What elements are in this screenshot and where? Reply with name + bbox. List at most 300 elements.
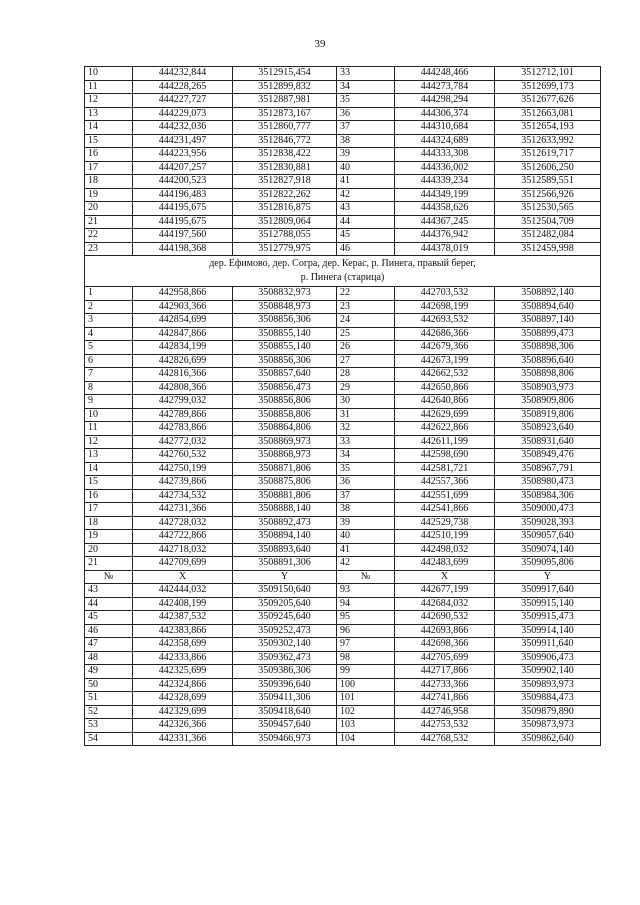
column-header-row (85, 570, 601, 584)
x-coordinate-cell: 442331,366 (133, 732, 233, 746)
x-coordinate-cell: 442703,532 (395, 287, 495, 301)
y-coordinate-cell: 3508858,806 (233, 408, 337, 422)
x-coordinate-cell: 442686,366 (395, 327, 495, 341)
table-row (85, 368, 601, 382)
x-coordinate-cell: 442650,866 (395, 381, 495, 395)
point-number-cell: 18 (85, 175, 133, 189)
column-header: № (85, 570, 133, 584)
point-number-cell: 96 (337, 624, 395, 638)
y-coordinate-cell: 3509418,640 (233, 705, 337, 719)
point-number-cell: 104 (337, 732, 395, 746)
table-row (85, 354, 601, 368)
point-number-cell: 12 (85, 94, 133, 108)
y-coordinate-cell: 3508891,306 (233, 557, 337, 571)
point-number-cell: 34 (337, 80, 395, 94)
point-number-cell: 46 (337, 242, 395, 256)
y-coordinate-cell: 3508869,973 (233, 435, 337, 449)
table-row (85, 449, 601, 463)
section-title-line-2: р. Пинега (старица) (300, 272, 385, 283)
table-row (85, 624, 601, 638)
point-number-cell: 38 (337, 503, 395, 517)
y-coordinate-cell: 3512809,064 (233, 215, 337, 229)
x-coordinate-cell: 442741,866 (395, 692, 495, 706)
point-number-cell: 19 (85, 530, 133, 544)
y-coordinate-cell: 3508894,640 (495, 300, 601, 314)
point-number-cell: 4 (85, 327, 133, 341)
table-row (85, 597, 601, 611)
section-title-line-1: дер. Ефимово, дер. Согра, дер. Керас, р. Пинега, правый берег, (209, 258, 476, 269)
point-number-cell: 23 (337, 300, 395, 314)
y-coordinate-cell: 3512589,551 (495, 175, 601, 189)
point-number-cell: 45 (85, 611, 133, 625)
point-number-cell: 5 (85, 341, 133, 355)
table-row (85, 476, 601, 490)
point-number-cell: 50 (85, 678, 133, 692)
table-row (85, 732, 601, 746)
point-number-cell: 8 (85, 381, 133, 395)
column-header: X (133, 570, 233, 584)
x-coordinate-cell: 442333,866 (133, 651, 233, 665)
point-number-cell: 14 (85, 462, 133, 476)
x-coordinate-cell: 444195,675 (133, 202, 233, 216)
y-coordinate-cell: 3512482,084 (495, 229, 601, 243)
table-row (85, 175, 601, 189)
x-coordinate-cell: 442598,690 (395, 449, 495, 463)
point-number-cell: 29 (337, 381, 395, 395)
y-coordinate-cell: 3509457,640 (233, 719, 337, 733)
x-coordinate-cell: 442826,699 (133, 354, 233, 368)
x-coordinate-cell: 442799,032 (133, 395, 233, 409)
point-number-cell: 94 (337, 597, 395, 611)
y-coordinate-cell: 3509150,640 (233, 584, 337, 598)
y-coordinate-cell: 3509884,473 (495, 692, 601, 706)
y-coordinate-cell: 3508897,140 (495, 314, 601, 328)
x-coordinate-cell: 444223,956 (133, 148, 233, 162)
y-coordinate-cell: 3509028,393 (495, 516, 601, 530)
x-coordinate-cell: 444228,265 (133, 80, 233, 94)
point-number-cell: 6 (85, 354, 133, 368)
point-number-cell: 11 (85, 422, 133, 436)
y-coordinate-cell: 3512838,422 (233, 148, 337, 162)
point-number-cell: 93 (337, 584, 395, 598)
x-coordinate-cell: 444378,019 (395, 242, 495, 256)
x-coordinate-cell: 444248,466 (395, 67, 495, 81)
point-number-cell: 41 (337, 175, 395, 189)
y-coordinate-cell: 3509095,806 (495, 557, 601, 571)
x-coordinate-cell: 442328,699 (133, 692, 233, 706)
y-coordinate-cell: 3512779,975 (233, 242, 337, 256)
x-coordinate-cell: 442816,366 (133, 368, 233, 382)
y-coordinate-cell: 3509396,640 (233, 678, 337, 692)
x-coordinate-cell: 444367,245 (395, 215, 495, 229)
y-coordinate-cell: 3512459,998 (495, 242, 601, 256)
y-coordinate-cell: 3512846,772 (233, 134, 337, 148)
point-number-cell: 98 (337, 651, 395, 665)
table-row (85, 665, 601, 679)
point-number-cell: 100 (337, 678, 395, 692)
table-row (85, 408, 601, 422)
x-coordinate-cell: 444231,497 (133, 134, 233, 148)
point-number-cell: 16 (85, 489, 133, 503)
y-coordinate-cell: 3509302,140 (233, 638, 337, 652)
point-number-cell: 22 (337, 287, 395, 301)
x-coordinate-cell: 444196,483 (133, 188, 233, 202)
y-coordinate-cell: 3512654,193 (495, 121, 601, 135)
y-coordinate-cell: 3509873,973 (495, 719, 601, 733)
point-number-cell: 19 (85, 188, 133, 202)
table-row (85, 638, 601, 652)
column-header: X (395, 570, 495, 584)
point-number-cell: 1 (85, 287, 133, 301)
table-row (85, 381, 601, 395)
y-coordinate-cell: 3508909,806 (495, 395, 601, 409)
x-coordinate-cell: 444358,626 (395, 202, 495, 216)
point-number-cell: 36 (337, 476, 395, 490)
x-coordinate-cell: 442903,366 (133, 300, 233, 314)
y-coordinate-cell: 3508984,306 (495, 489, 601, 503)
y-coordinate-cell: 3512606,250 (495, 161, 601, 175)
table-row (85, 107, 601, 121)
x-coordinate-cell: 442510,199 (395, 530, 495, 544)
y-coordinate-cell: 3509000,473 (495, 503, 601, 517)
y-coordinate-cell: 3509915,140 (495, 597, 601, 611)
point-number-cell: 15 (85, 476, 133, 490)
point-number-cell: 15 (85, 134, 133, 148)
x-coordinate-cell: 442551,699 (395, 489, 495, 503)
x-coordinate-cell: 442693,866 (395, 624, 495, 638)
point-number-cell: 12 (85, 435, 133, 449)
table-row (85, 489, 601, 503)
column-header: Y (233, 570, 337, 584)
table-row (85, 327, 601, 341)
y-coordinate-cell: 3508832,973 (233, 287, 337, 301)
x-coordinate-cell: 442808,366 (133, 381, 233, 395)
point-number-cell: 40 (337, 161, 395, 175)
x-coordinate-cell: 442557,366 (395, 476, 495, 490)
column-header: Y (495, 570, 601, 584)
y-coordinate-cell: 3512860,777 (233, 121, 337, 135)
table-row (85, 422, 601, 436)
point-number-cell: 27 (337, 354, 395, 368)
point-number-cell: 13 (85, 449, 133, 463)
x-coordinate-cell: 442677,199 (395, 584, 495, 598)
x-coordinate-cell: 442444,032 (133, 584, 233, 598)
x-coordinate-cell: 442698,199 (395, 300, 495, 314)
y-coordinate-cell: 3508898,306 (495, 341, 601, 355)
table-row (85, 202, 601, 216)
table-row (85, 215, 601, 229)
y-coordinate-cell: 3512619,717 (495, 148, 601, 162)
point-number-cell: 97 (337, 638, 395, 652)
coordinates-table (84, 66, 601, 746)
y-coordinate-cell: 3512788,055 (233, 229, 337, 243)
point-number-cell: 53 (85, 719, 133, 733)
y-coordinate-cell: 3512663,081 (495, 107, 601, 121)
y-coordinate-cell: 3508857,640 (233, 368, 337, 382)
point-number-cell: 95 (337, 611, 395, 625)
y-coordinate-cell: 3508888,140 (233, 503, 337, 517)
point-number-cell: 25 (337, 327, 395, 341)
point-number-cell: 10 (85, 408, 133, 422)
x-coordinate-cell: 442622,866 (395, 422, 495, 436)
y-coordinate-cell: 3509245,640 (233, 611, 337, 625)
y-coordinate-cell: 3512566,926 (495, 188, 601, 202)
point-number-cell: 2 (85, 300, 133, 314)
y-coordinate-cell: 3508856,806 (233, 395, 337, 409)
y-coordinate-cell: 3512504,709 (495, 215, 601, 229)
point-number-cell: 13 (85, 107, 133, 121)
point-number-cell: 49 (85, 665, 133, 679)
point-number-cell: 42 (337, 188, 395, 202)
point-number-cell: 38 (337, 134, 395, 148)
y-coordinate-cell: 3509914,140 (495, 624, 601, 638)
x-coordinate-cell: 442739,866 (133, 476, 233, 490)
x-coordinate-cell: 442750,199 (133, 462, 233, 476)
x-coordinate-cell: 442408,199 (133, 597, 233, 611)
x-coordinate-cell: 442326,366 (133, 719, 233, 733)
x-coordinate-cell: 442679,366 (395, 341, 495, 355)
x-coordinate-cell: 442698,366 (395, 638, 495, 652)
point-number-cell: 44 (85, 597, 133, 611)
point-number-cell: 17 (85, 503, 133, 517)
x-coordinate-cell: 442541,866 (395, 503, 495, 517)
x-coordinate-cell: 444200,523 (133, 175, 233, 189)
point-number-cell: 34 (337, 449, 395, 463)
point-number-cell: 28 (337, 368, 395, 382)
table-row (85, 242, 601, 256)
table-row (85, 543, 601, 557)
y-coordinate-cell: 3512633,992 (495, 134, 601, 148)
y-coordinate-cell: 3512873,167 (233, 107, 337, 121)
y-coordinate-cell: 3508856,306 (233, 354, 337, 368)
point-number-cell: 36 (337, 107, 395, 121)
table-row (85, 530, 601, 544)
table-row (85, 692, 601, 706)
x-coordinate-cell: 442734,532 (133, 489, 233, 503)
point-number-cell: 9 (85, 395, 133, 409)
y-coordinate-cell: 3508899,473 (495, 327, 601, 341)
table-row (85, 134, 601, 148)
x-coordinate-cell: 442690,532 (395, 611, 495, 625)
x-coordinate-cell: 444207,257 (133, 161, 233, 175)
point-number-cell: 39 (337, 516, 395, 530)
y-coordinate-cell: 3508980,473 (495, 476, 601, 490)
point-number-cell: 54 (85, 732, 133, 746)
table-row (85, 94, 601, 108)
point-number-cell: 101 (337, 692, 395, 706)
point-number-cell: 45 (337, 229, 395, 243)
point-number-cell: 20 (85, 202, 133, 216)
y-coordinate-cell: 3509893,973 (495, 678, 601, 692)
table-row (85, 557, 601, 571)
y-coordinate-cell: 3508864,806 (233, 422, 337, 436)
coordinates-table-body (85, 67, 601, 746)
x-coordinate-cell: 444298,294 (395, 94, 495, 108)
x-coordinate-cell: 442529,738 (395, 516, 495, 530)
x-coordinate-cell: 442325,699 (133, 665, 233, 679)
y-coordinate-cell: 3508898,806 (495, 368, 601, 382)
y-coordinate-cell: 3508919,806 (495, 408, 601, 422)
x-coordinate-cell: 444232,036 (133, 121, 233, 135)
y-coordinate-cell: 3512915,454 (233, 67, 337, 81)
x-coordinate-cell: 442498,032 (395, 543, 495, 557)
y-coordinate-cell: 3508848,973 (233, 300, 337, 314)
point-number-cell: 40 (337, 530, 395, 544)
table-row (85, 435, 601, 449)
table-row (85, 67, 601, 81)
x-coordinate-cell: 442383,866 (133, 624, 233, 638)
y-coordinate-cell: 3508855,140 (233, 341, 337, 355)
table-row (85, 188, 601, 202)
x-coordinate-cell: 444232,844 (133, 67, 233, 81)
y-coordinate-cell: 3509879,890 (495, 705, 601, 719)
y-coordinate-cell: 3508893,640 (233, 543, 337, 557)
table-row (85, 80, 601, 94)
x-coordinate-cell: 442958,866 (133, 287, 233, 301)
y-coordinate-cell: 3509862,640 (495, 732, 601, 746)
point-number-cell: 44 (337, 215, 395, 229)
table-row (85, 300, 601, 314)
point-number-cell: 37 (337, 121, 395, 135)
x-coordinate-cell: 444229,073 (133, 107, 233, 121)
section-header-row (85, 256, 601, 287)
table-row (85, 314, 601, 328)
x-coordinate-cell: 442854,699 (133, 314, 233, 328)
y-coordinate-cell: 3508931,640 (495, 435, 601, 449)
x-coordinate-cell: 442722,866 (133, 530, 233, 544)
x-coordinate-cell: 442662,532 (395, 368, 495, 382)
point-number-cell: 7 (85, 368, 133, 382)
x-coordinate-cell: 442324,866 (133, 678, 233, 692)
point-number-cell: 52 (85, 705, 133, 719)
x-coordinate-cell: 442783,866 (133, 422, 233, 436)
x-coordinate-cell: 444273,784 (395, 80, 495, 94)
x-coordinate-cell: 444227,727 (133, 94, 233, 108)
x-coordinate-cell: 442772,032 (133, 435, 233, 449)
point-number-cell: 26 (337, 341, 395, 355)
point-number-cell: 35 (337, 462, 395, 476)
x-coordinate-cell: 442705,699 (395, 651, 495, 665)
point-number-cell: 3 (85, 314, 133, 328)
point-number-cell: 31 (337, 408, 395, 422)
y-coordinate-cell: 3509902,140 (495, 665, 601, 679)
point-number-cell: 30 (337, 395, 395, 409)
x-coordinate-cell: 444306,374 (395, 107, 495, 121)
x-coordinate-cell: 442611,199 (395, 435, 495, 449)
table-row (85, 719, 601, 733)
y-coordinate-cell: 3512899,832 (233, 80, 337, 94)
point-number-cell: 103 (337, 719, 395, 733)
y-coordinate-cell: 3512816,875 (233, 202, 337, 216)
x-coordinate-cell: 442753,532 (395, 719, 495, 733)
x-coordinate-cell: 442847,866 (133, 327, 233, 341)
y-coordinate-cell: 3508856,473 (233, 381, 337, 395)
y-coordinate-cell: 3512699,173 (495, 80, 601, 94)
x-coordinate-cell: 442709,699 (133, 557, 233, 571)
x-coordinate-cell: 442483,699 (395, 557, 495, 571)
point-number-cell: 33 (337, 435, 395, 449)
table-row (85, 705, 601, 719)
point-number-cell: 51 (85, 692, 133, 706)
point-number-cell: 37 (337, 489, 395, 503)
point-number-cell: 20 (85, 543, 133, 557)
point-number-cell: 48 (85, 651, 133, 665)
point-number-cell: 11 (85, 80, 133, 94)
y-coordinate-cell: 3509386,306 (233, 665, 337, 679)
point-number-cell: 39 (337, 148, 395, 162)
point-number-cell: 10 (85, 67, 133, 81)
y-coordinate-cell: 3512830,881 (233, 161, 337, 175)
x-coordinate-cell: 442387,532 (133, 611, 233, 625)
point-number-cell: 16 (85, 148, 133, 162)
y-coordinate-cell: 3508903,973 (495, 381, 601, 395)
table-row (85, 611, 601, 625)
x-coordinate-cell: 442717,866 (395, 665, 495, 679)
y-coordinate-cell: 3512677,626 (495, 94, 601, 108)
point-number-cell: 18 (85, 516, 133, 530)
y-coordinate-cell: 3509911,640 (495, 638, 601, 652)
point-number-cell: 22 (85, 229, 133, 243)
point-number-cell: 14 (85, 121, 133, 135)
table-row (85, 148, 601, 162)
table-row (85, 341, 601, 355)
point-number-cell: 24 (337, 314, 395, 328)
point-number-cell: 102 (337, 705, 395, 719)
point-number-cell: 43 (85, 584, 133, 598)
x-coordinate-cell: 444376,942 (395, 229, 495, 243)
table-row (85, 121, 601, 135)
table-row (85, 462, 601, 476)
table-row (85, 584, 601, 598)
point-number-cell: 32 (337, 422, 395, 436)
y-coordinate-cell: 3509915,473 (495, 611, 601, 625)
x-coordinate-cell: 442760,532 (133, 449, 233, 463)
y-coordinate-cell: 3509466,973 (233, 732, 337, 746)
y-coordinate-cell: 3512827,918 (233, 175, 337, 189)
x-coordinate-cell: 442731,366 (133, 503, 233, 517)
y-coordinate-cell: 3508856,306 (233, 314, 337, 328)
table-row (85, 503, 601, 517)
y-coordinate-cell: 3508949,476 (495, 449, 601, 463)
y-coordinate-cell: 3509205,640 (233, 597, 337, 611)
point-number-cell: 99 (337, 665, 395, 679)
x-coordinate-cell: 442581,721 (395, 462, 495, 476)
table-row (85, 395, 601, 409)
point-number-cell: 47 (85, 638, 133, 652)
page-number: 39 (314, 38, 326, 50)
x-coordinate-cell: 442746,958 (395, 705, 495, 719)
x-coordinate-cell: 442640,866 (395, 395, 495, 409)
point-number-cell: 21 (85, 557, 133, 571)
y-coordinate-cell: 3508875,806 (233, 476, 337, 490)
x-coordinate-cell: 444333,308 (395, 148, 495, 162)
table-row (85, 161, 601, 175)
x-coordinate-cell: 444339,234 (395, 175, 495, 189)
y-coordinate-cell: 3512822,262 (233, 188, 337, 202)
column-header: № (337, 570, 395, 584)
x-coordinate-cell: 442768,532 (395, 732, 495, 746)
point-number-cell: 23 (85, 242, 133, 256)
section-title (85, 256, 601, 287)
y-coordinate-cell: 3508881,806 (233, 489, 337, 503)
point-number-cell: 33 (337, 67, 395, 81)
y-coordinate-cell: 3512530,565 (495, 202, 601, 216)
x-coordinate-cell: 442673,199 (395, 354, 495, 368)
y-coordinate-cell: 3509074,140 (495, 543, 601, 557)
table-row (85, 287, 601, 301)
x-coordinate-cell: 444336,002 (395, 161, 495, 175)
y-coordinate-cell: 3508871,806 (233, 462, 337, 476)
